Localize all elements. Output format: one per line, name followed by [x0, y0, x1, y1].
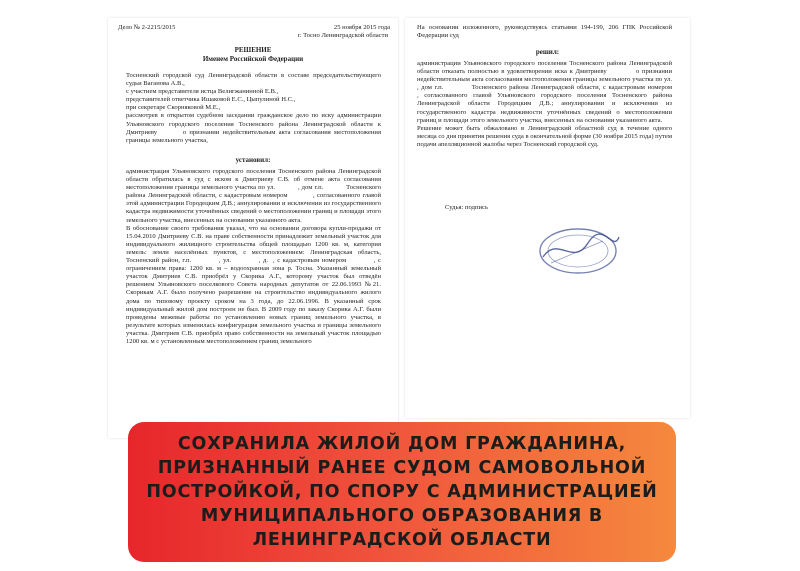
- court-decision-page-1: [108, 18, 398, 438]
- document-subtitle: Именем Российской Федерации: [202, 55, 304, 63]
- decision-date: 25 ноября 2015 года: [333, 24, 390, 31]
- established-heading: установил:: [235, 156, 271, 164]
- decision-body: администрация Ульяновского городского поселения Тосненского района Ленинградской области обратилась в суд с иском к Дмитриеву С.В. об отмене акта согласования местоположения границы земельного участка по ул. , дом г.п. Тосненского района Ленинградской области, с кадастровым номером , согласованного главой этой администрации Городецким Д.В.; аннулировании и исключении из государственного кадастра недвижимости уточнённых сведений о местоположении границ и площади этого земельного участка, внесенных на основании указанного акта. В обоснование своего требования указал, что на основании договора купли-продажи от 15.04.2010 Дмитриеву С.В. на праве собственности принадлежит земельный участок для индивидуального жилищного строительства общей площадью 1200 кв. м, категория земель: земли населённых пунктов, с местоположением: Ленинградская область, Тосненский район, г.п. , ул. , д. , с кадастровым номером , с ограничением права: 1200 кв. м – водоохранная зона р. Тосна. Указанный земельный участок Дмитриев С.В. приобрёл у Скорика А.Г., которому участок был отведён решением Ульяновского поселкового Совета народных депутатов от 22.06.1993 №21. Скорикам А.Г. было получено разрешение на строительство индивидуального жилого дома по типовому проекту сроком на 3 года, до 22.06.1996. В указанный срок индивидуальный жилой дом построен не был. В 2009 году по заказу Скорика А.Г. были проведены межевые работы по установлению новых границ земельного участка, в результате которых изменилась конфигурация земельного участка и границы земельного участка. Дмитриев С.В. приобрёл право собственности на земельный участок площадью 1200 кв. м с установленным местоположением границ земельного: [126, 168, 381, 345]
- document-title: РЕШЕНИЕ: [234, 46, 272, 54]
- decision-intro: Тосненский городской суд Ленинградской области в составе председательствующего судьи Ваганова А.В., с участием представителя истца Велигжанинной Е.В., представителей ответчика Ишаковой Е.С., Цыпулиной Н.С., при секретаре Скорняковой М.Е., рассмотрев в открытом судебном заседании гражданское дело по иску администрации Ульяновского городского поселения Тосненского района Ленинградской области к Дмитриеву о признании недействительным акта согласования местоположения границы земельного участка,: [126, 72, 381, 144]
- ruling-body: администрации Ульяновского городского поселения Тосненского района Ленинградской области отказать полностью в удовлетворении иска к Дмитриеву о признании недействительным акта согласования местоположения границы земельного участка по ул. , дом г.п. Тосненского района Ленинградской области, с кадастровым номером , согласованного главой Ульяновского городского поселения Тосненского района Ленинградской области Городецким Д.В.; аннулировании и исключении из государственного кадастра недвижимости уточнённых сведений о местоположении границ и площади этого земельного участка, внесенных на основании указанного акта. Решение может быть обжаловано в Ленинградский областной суд в течение одного месяца со дня принятия решения суда в окончательной форме (30 ноября 2015 года) путем подачи апелляционной жалобы через Тосненский городской суд.: [417, 60, 672, 148]
- decided-heading: решил:: [535, 48, 560, 56]
- court-stamp-icon: [533, 223, 623, 278]
- headline-banner: [128, 422, 676, 562]
- decision-place: г. Тосно Ленинградской области: [297, 32, 388, 39]
- banner-text: СОХРАНИЛА ЖИЛОЙ ДОМ ГРАЖДАНИНА, ПРИЗНАННЫЙ РАНЕЕ СУДОМ САМОВОЛЬНОЙ ПОСТРОЙКОЙ, ПО СПОРУ С АДМИНИСТРАЦИЕЙ МУНИЦИПАЛЬНОГО ОБРАЗОВАНИЯ В ЛЕНИНГРАДСКОЙ ОБЛАСТИ: [146, 434, 658, 550]
- judge-signature-label: Судья: подпись: [445, 204, 488, 211]
- ruling-intro: На основании изложенного, руководствуясь статьями 194-199, 206 ГПК Российской Федерации суд: [417, 24, 674, 40]
- case-number: Дело № 2-2215/2015: [118, 24, 176, 31]
- court-decision-page-2: [405, 18, 690, 418]
